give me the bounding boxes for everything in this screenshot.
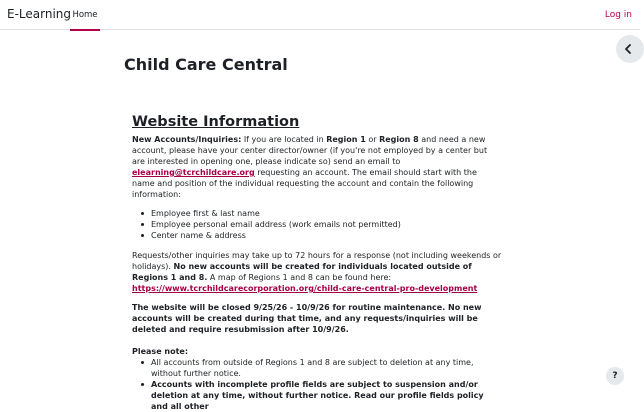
notes-heading-text: Please note: <box>132 347 189 356</box>
notes-list <box>151 357 502 412</box>
required-info-list <box>151 208 502 241</box>
list-item: All accounts from outside of Regions 1 and 8 are subject to deletion at any time, without further notice. <box>151 357 502 379</box>
maintenance-notice <box>132 302 502 335</box>
requests-text: A map of Regions 1 and 8 can be found here: <box>207 273 392 282</box>
list-item: Employee first & last name <box>151 208 502 219</box>
question-mark-icon: ? <box>612 371 618 381</box>
login-link[interactable]: Log in <box>604 10 632 20</box>
intro-paragraph <box>132 134 502 200</box>
chevron-left-icon <box>624 44 632 54</box>
requests-paragraph <box>132 250 502 294</box>
intro-text: and need a new account, please have your center director/owner (if you're not employed by a center but are interested in opening one, please indicate so) send an email to <box>132 135 488 166</box>
region-8-label: Region 8 <box>379 135 419 144</box>
regions-map-link[interactable]: https://www.tcrchildcarecorporation.org/child-care-central-pro-development <box>132 284 478 293</box>
nav-home-tab[interactable] <box>70 0 100 30</box>
note-text: Accounts with incomplete profile fields are subject to suspension and/or deletion at any time, without further notice. Read our profile fields policy and all other <box>151 380 484 411</box>
list-item: Center name & address <box>151 230 502 241</box>
page-title: Child Care Central <box>124 55 288 74</box>
top-navbar <box>0 0 640 30</box>
nav-home-label: Home <box>72 10 98 20</box>
notes-heading <box>132 346 502 357</box>
intro-text: If you are located in <box>241 135 327 144</box>
maintenance-text: The website will be closed 9/25/26 - 10/9/26 for routine maintenance. No new accounts will be created during that time, and any requests/inquiries will be deleted and require resubmission after 10/9/26. <box>132 303 482 334</box>
main-content <box>132 111 502 412</box>
site-brand[interactable]: E-Learning <box>7 7 72 21</box>
list-item <box>151 379 502 412</box>
no-new-accounts-notice: No new accounts will be created for individuals located outside of Regions 1 and 8. <box>132 262 472 282</box>
region-1-label: Region 1 <box>326 135 366 144</box>
requests-text: Requests/other inquiries may take up to 72 hours for a response (not including weekends or holidays). <box>132 251 502 271</box>
intro-label: New Accounts/Inquiries: <box>132 135 242 144</box>
section-heading: Website Information <box>132 114 300 130</box>
help-button[interactable] <box>606 367 624 385</box>
email-link[interactable]: elearning@tcrchildcare.org <box>132 168 255 177</box>
intro-text: requesting an account. The email should start with the name and position of the individual requesting the account and contain the following information: <box>132 168 477 199</box>
open-drawer-button[interactable] <box>616 35 644 63</box>
list-item: Employee personal email address (work emails not permitted) <box>151 219 502 230</box>
intro-text: or <box>365 135 380 144</box>
active-tab-indicator <box>70 29 100 31</box>
